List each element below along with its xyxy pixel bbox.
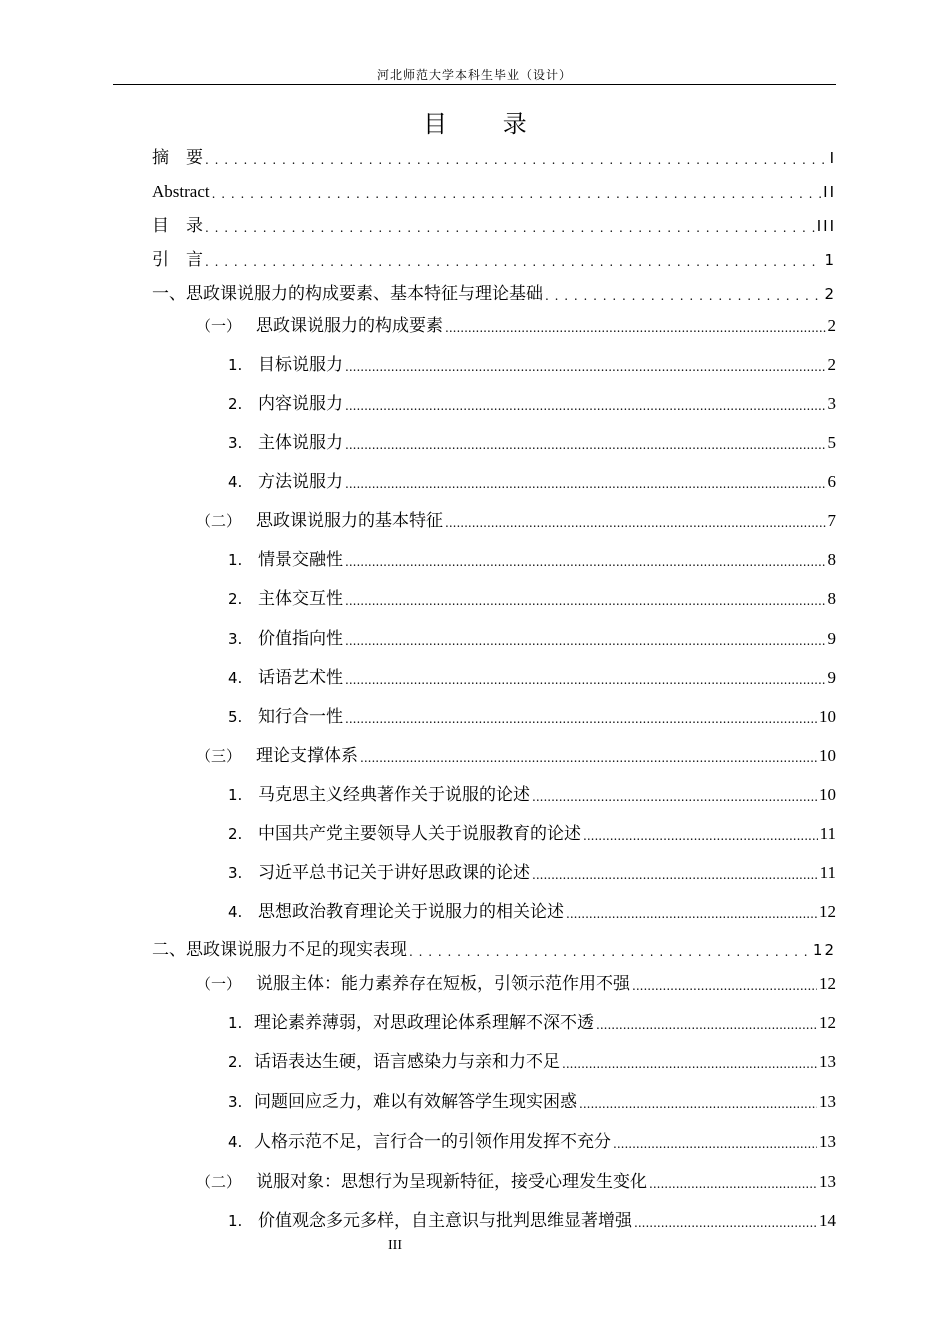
- page-number: III: [388, 1238, 402, 1253]
- toc-entry[interactable]: [228, 1089, 836, 1115]
- toc-entry-number: 4.: [228, 473, 243, 491]
- toc-entry-title: 习近平总书记关于讲好思政课的论述: [258, 863, 530, 883]
- dot-leader: [545, 285, 822, 307]
- dot-leader: [445, 317, 826, 339]
- toc-entry-number: （一）: [196, 975, 242, 993]
- dot-leader: [445, 512, 826, 534]
- toc-entry-title: 话语艺术性: [258, 668, 343, 688]
- dot-leader: [345, 669, 826, 691]
- toc-entry-title: 情景交融性: [258, 550, 343, 570]
- dot-leader: [532, 786, 817, 808]
- dot-leader: [649, 1173, 817, 1195]
- dot-leader: [345, 356, 826, 378]
- dot-leader: [613, 1133, 817, 1155]
- dot-leader: [345, 590, 826, 612]
- toc-entry-title: 中国共产党主要领导人关于说服教育的论述: [258, 824, 581, 844]
- toc-entry-number: 4.: [228, 1133, 243, 1151]
- toc-entry-number: 5.: [228, 708, 243, 726]
- toc-entry[interactable]: [228, 586, 836, 612]
- toc-entry-title: Abstract: [152, 182, 210, 201]
- dot-leader: [212, 183, 822, 205]
- dot-leader: [205, 149, 828, 171]
- dot-leader: [566, 903, 817, 925]
- toc-entry[interactable]: [228, 352, 836, 378]
- toc-entry-page: 2: [827, 316, 836, 335]
- toc-entry[interactable]: [228, 782, 836, 808]
- toc-entry-page: 14: [819, 1211, 836, 1230]
- toc-entry-title: 思政课说服力的构成要素: [256, 316, 443, 336]
- toc-entry[interactable]: [228, 469, 836, 495]
- toc-entry-title: 目标说服力: [258, 355, 343, 375]
- toc-entry-number: 3.: [228, 434, 243, 452]
- toc-entry-title: 知行合一性: [258, 707, 343, 727]
- toc-entry-title: 内容说服力: [258, 394, 343, 414]
- toc-entry-page: 13: [819, 1092, 836, 1111]
- toc-entry-title: 说服主体：能力素养存在短板，引领示范作用不强: [256, 974, 630, 994]
- toc-entry-page: 9: [827, 629, 836, 648]
- toc-entry-number: 2.: [228, 825, 243, 843]
- toc-entry-title: 话语表达生硬，语言感染力与亲和力不足: [254, 1052, 560, 1072]
- dot-leader: [345, 551, 826, 573]
- toc-entry-number: 1.: [228, 356, 243, 374]
- toc-entry[interactable]: [196, 508, 836, 534]
- toc-entry-page: 12: [819, 1013, 836, 1032]
- toc-entry[interactable]: [228, 391, 836, 417]
- toc-entry-page: 3: [827, 394, 836, 413]
- dot-leader: [632, 975, 817, 997]
- toc-entry[interactable]: [196, 1169, 836, 1195]
- toc-entry-title: 思政课说服力的基本特征: [256, 511, 443, 531]
- toc-entry-title: 二、思政课说服力不足的现实表现: [152, 940, 407, 960]
- toc-entry-title: 价值指向性: [258, 629, 343, 649]
- dot-leader: [205, 251, 822, 273]
- toc-entry-page: 9: [827, 668, 836, 687]
- toc-entry-page: 13: [819, 1172, 836, 1191]
- toc-entry-number: 1.: [228, 551, 243, 569]
- toc-entry[interactable]: [152, 179, 836, 205]
- dot-leader: [634, 1212, 817, 1234]
- toc-entry-title: 问题回应乏力，难以有效解答学生现实困惑: [254, 1092, 577, 1112]
- toc-entry[interactable]: [228, 430, 836, 456]
- toc-entry-page: 10: [819, 746, 836, 765]
- dot-leader: [345, 708, 817, 730]
- toc-entry[interactable]: [152, 213, 836, 239]
- dot-leader: [345, 473, 826, 495]
- toc-entry-title: 一、思政课说服力的构成要素、基本特征与理论基础: [152, 284, 543, 304]
- toc-entry-number: 3.: [228, 630, 243, 648]
- toc-entry[interactable]: [196, 313, 836, 339]
- toc-entry[interactable]: [228, 899, 836, 925]
- toc-entry-page: 12: [819, 902, 836, 921]
- toc-entry-title: 理论支撑体系: [256, 746, 358, 766]
- toc-entry[interactable]: [228, 1208, 836, 1234]
- dot-leader: [345, 395, 826, 417]
- toc-entry-title: 价值观念多元多样，自主意识与批判思维显著增强: [258, 1211, 632, 1231]
- toc-entry-title: 引 言: [152, 250, 203, 270]
- toc-entry-page: 11: [819, 863, 836, 882]
- toc-entry[interactable]: [228, 1010, 836, 1036]
- toc-entry[interactable]: [196, 743, 836, 769]
- toc-entry-number: 4.: [228, 669, 243, 687]
- toc-entry-number: （一）: [196, 317, 242, 335]
- toc-entry-page: 7: [827, 511, 836, 530]
- toc-entry-title: 理论素养薄弱，对思政理论体系理解不深不透: [254, 1013, 594, 1033]
- toc-entry-page: 13: [819, 1052, 836, 1071]
- running-header: 河北师范大学本科生毕业（设计）: [376, 68, 572, 82]
- toc-entry-number: 3.: [228, 864, 243, 882]
- dot-leader: [596, 1014, 817, 1036]
- toc-entry[interactable]: [152, 281, 836, 307]
- toc-entry-page: 11: [819, 824, 836, 843]
- toc-entry-page: 13: [819, 1132, 836, 1151]
- toc-entry-page: 8: [827, 589, 836, 608]
- toc-entry-page: 6: [827, 472, 836, 491]
- toc-entry-page: III: [816, 217, 836, 235]
- toc-entry[interactable]: [228, 626, 836, 652]
- toc-entry-page: 12: [812, 941, 836, 959]
- toc-entry-number: 2.: [228, 590, 243, 608]
- toc-entry[interactable]: [152, 247, 836, 273]
- toc-entry[interactable]: [228, 665, 836, 691]
- dot-leader: [205, 217, 815, 239]
- toc-entry-title: 摘 要: [152, 148, 203, 168]
- toc-entry-page: II: [823, 183, 836, 201]
- dot-leader: [345, 434, 826, 456]
- dot-leader: [360, 747, 817, 769]
- toc-entry[interactable]: [152, 145, 836, 171]
- toc-entry-page: 2: [827, 355, 836, 374]
- toc-entry[interactable]: [228, 860, 836, 886]
- dot-leader: [532, 864, 818, 886]
- dot-leader: [579, 1093, 817, 1115]
- toc-entry-number: 1.: [228, 786, 243, 804]
- toc-entry-page: 1: [824, 251, 836, 269]
- toc-entry-page: 2: [824, 285, 836, 303]
- toc-entry-number: 1.: [228, 1014, 243, 1032]
- toc-entry[interactable]: [228, 1129, 836, 1155]
- dot-leader: [562, 1053, 817, 1075]
- toc-entry-title: 方法说服力: [258, 472, 343, 492]
- toc-entry-number: （二）: [196, 512, 242, 530]
- toc-entry[interactable]: [228, 704, 836, 730]
- toc-entry-page: 5: [827, 433, 836, 452]
- toc-entry-page: 8: [827, 550, 836, 569]
- toc-entry[interactable]: [196, 971, 836, 997]
- dot-leader: [583, 825, 818, 847]
- toc-entry[interactable]: [228, 821, 836, 847]
- toc-entry[interactable]: [152, 937, 836, 963]
- toc-entry[interactable]: [228, 1049, 836, 1075]
- toc-entry-number: 2.: [228, 1053, 243, 1071]
- toc-entry-page: I: [829, 149, 836, 167]
- toc-entry-number: （二）: [196, 1173, 242, 1191]
- toc-entry-number: 1.: [228, 1212, 243, 1230]
- toc-entry-title: 目 录: [152, 216, 203, 236]
- toc-entry-title: 主体交互性: [258, 589, 343, 609]
- toc-entry-number: 3.: [228, 1093, 243, 1111]
- toc-entry-page: 10: [819, 707, 836, 726]
- page-title: 目 录: [423, 110, 551, 138]
- toc-entry-title: 思想政治教育理论关于说服力的相关论述: [258, 902, 564, 922]
- dot-leader: [409, 941, 811, 963]
- toc-entry[interactable]: [228, 547, 836, 573]
- toc-entry-title: 人格示范不足，言行合一的引领作用发挥不充分: [254, 1132, 611, 1152]
- toc-entry-number: 4.: [228, 903, 243, 921]
- toc-entry-title: 主体说服力: [258, 433, 343, 453]
- toc-entry-title: 说服对象：思想行为呈现新特征，接受心理发生变化: [256, 1172, 647, 1192]
- toc-entry-number: 2.: [228, 395, 243, 413]
- toc-entry-page: 12: [819, 974, 836, 993]
- toc-entry-title: 马克思主义经典著作关于说服的论述: [258, 785, 530, 805]
- toc-entry-number: （三）: [196, 747, 242, 765]
- toc-entry-page: 10: [819, 785, 836, 804]
- dot-leader: [345, 630, 826, 652]
